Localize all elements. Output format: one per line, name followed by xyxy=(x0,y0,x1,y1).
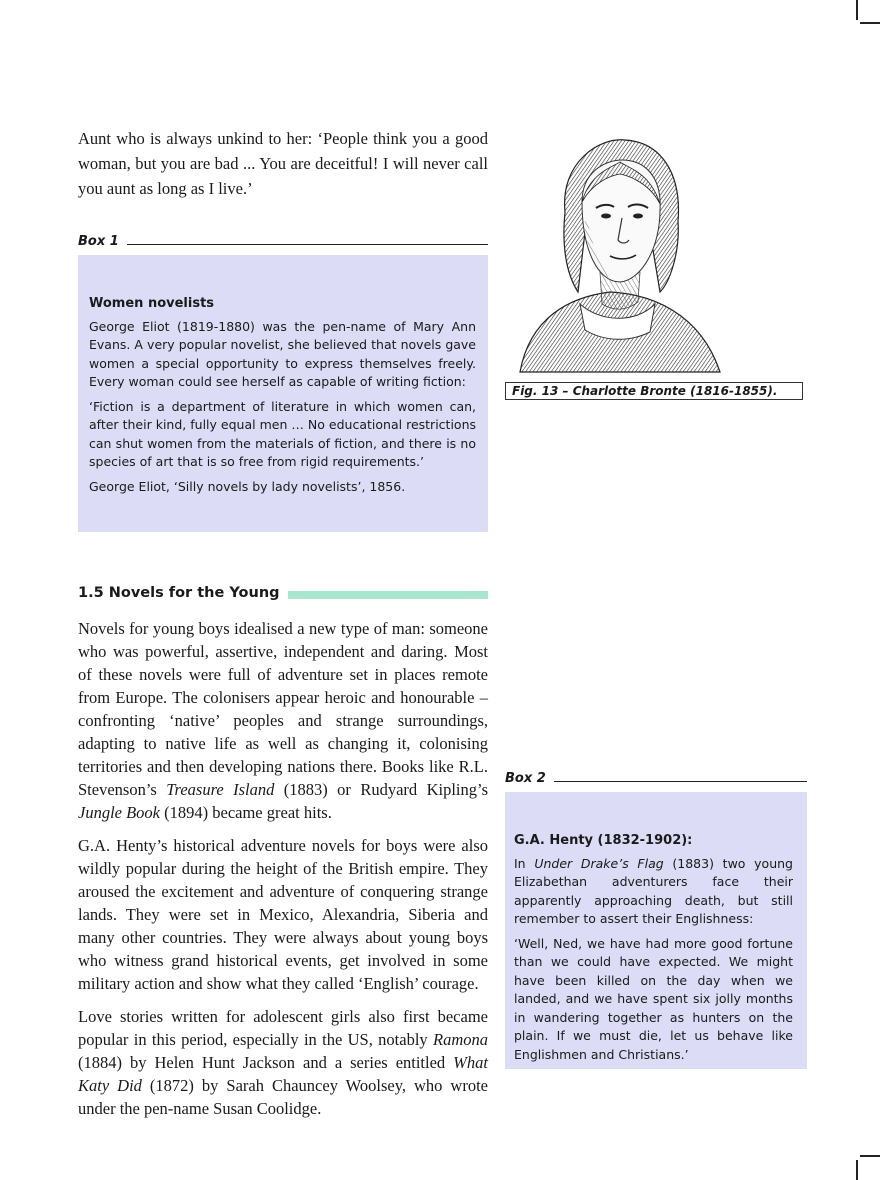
body-paragraph-2: G.A. Henty’s historical adventure novels for boys were also wildly popular during the height of the British empire. They aroused the excitement and adventure of conquering strange lands. They were set in Mexico, Alexandria, Siberia and many other countries. They were always about young boys who witness grand historical events, get involved in some military action and show what they called ‘English’ courage. xyxy=(78,836,488,993)
box1-label-text: Box 1 xyxy=(78,234,119,249)
section-heading xyxy=(78,585,488,601)
box2-title: G.A. Henty (1832-1902): xyxy=(514,833,693,848)
charlotte-bronte-portrait xyxy=(510,132,725,380)
box1-title: Women novelists xyxy=(89,296,215,311)
box1 xyxy=(78,255,488,532)
box2-label xyxy=(505,771,807,786)
p3-text-a: Love stories written for adolescent girls also first became popular in this period, especially in the US, notably xyxy=(78,1007,488,1049)
section-body xyxy=(78,617,488,1130)
crop-mark-top-horizontal xyxy=(860,22,880,24)
box1-source: George Eliot, ‘Silly novels by lady novelists’, 1856. xyxy=(89,478,406,494)
box1-quote: ‘Fiction is a department of literature in which women can, after their kind, fully equal men … No educational restrictions can shut women from the materials of fiction, and there is no species of art that is so free from rigid requirements.’ xyxy=(89,398,476,469)
p3-book-title-2: What Katy Did xyxy=(78,1053,488,1095)
box2-label-rule xyxy=(554,781,807,782)
body-paragraph-3 xyxy=(78,1005,488,1120)
section-heading-text: 1.5 Novels for the Young xyxy=(78,585,280,601)
p1-text-a: Novels for young boys idealised a new type of man: someone who was powerful, assertive, independent and daring. Most of these novels were full of adventure set in places remote from Europe. The colonisers appear heroic and honourable – confronting ‘native’ peoples and strange surroundings, adapting to native life as well as changing it, colonising territories and then developing nations there. Books like R.L. Stevenson’s xyxy=(78,619,488,799)
p3-text-c: (1872) by Sarah Chauncey Woolsey, who wrote under the pen-name Susan Coolidge. xyxy=(78,1076,488,1118)
box1-label xyxy=(78,234,488,249)
p1-text-c: (1894) became great hits. xyxy=(160,803,332,822)
intro-paragraph xyxy=(78,126,488,201)
portrait-engraving-image xyxy=(510,132,725,380)
box2-text-a: In xyxy=(514,855,535,871)
p1-text-b: (1883) or Rudyard Kipling’s xyxy=(274,780,489,799)
box1-paragraph: George Eliot (1819-1880) was the pen-name of Mary Ann Evans. A very popular novelist, she believed that novels gave women a special opportunity to express themselves freely. Every woman could see herself as capable of writing fiction: xyxy=(89,318,476,389)
box2-text-b: (1883) two young Elizabethan adventurers face their apparently approaching death, but still remember to assert their Englishness: xyxy=(514,855,793,926)
box2-paragraph xyxy=(514,855,793,929)
box2-book-title: Under Drake’s Flag xyxy=(534,855,664,871)
p3-text-b: (1884) by Helen Hunt Jackson and a series entitled xyxy=(78,1053,454,1072)
section-heading-bar xyxy=(288,591,488,599)
p1-book-title-1: Treasure Island xyxy=(166,780,275,799)
box2-quote: ‘Well, Ned, we have had more good fortune than we could have expected. We might have been killed on the day when we landed, and we have spent six jolly months in wandering together as hunters on the plain. If we must die, let us behave like Englishmen and Christians.’ xyxy=(514,935,793,1062)
box2 xyxy=(505,792,807,1069)
intro-text: Aunt who is always unkind to her: ‘People think you a good woman, but you are bad ... You are deceitful! I will never call you aunt as long as I live.’ xyxy=(78,129,488,198)
body-paragraph-1 xyxy=(78,617,488,824)
box1-label-rule xyxy=(127,244,488,245)
box2-label-text: Box 2 xyxy=(505,771,546,786)
p1-book-title-2: Jungle Book xyxy=(78,803,161,822)
p3-book-title-1: Ramona xyxy=(433,1030,488,1049)
figure-caption: Fig. 13 – Charlotte Bronte (1816-1855). xyxy=(505,382,803,400)
crop-mark-bottom-horizontal xyxy=(860,1155,880,1157)
crop-mark-top-vertical xyxy=(856,0,858,20)
crop-mark-bottom-vertical xyxy=(856,1160,858,1180)
